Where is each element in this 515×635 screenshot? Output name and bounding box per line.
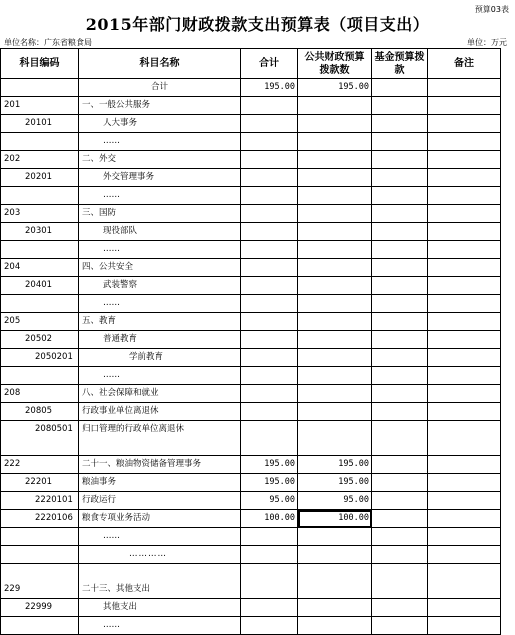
unit-name: 单位名称：广东省粮食局: [4, 38, 92, 47]
table-row: [1, 528, 501, 546]
row-public[interactable]: 195.00: [298, 456, 372, 474]
table-row: [1, 187, 501, 205]
row-code[interactable]: 229: [1, 581, 79, 599]
budget-table: [0, 48, 501, 635]
row-name[interactable]: 行政事业单位离退休: [79, 403, 241, 421]
header-public-budget: 公共财政预算拨款数: [298, 49, 372, 79]
table-row: [1, 474, 501, 492]
row-sum[interactable]: 195.00: [241, 474, 298, 492]
table-row: [1, 151, 501, 169]
header-remarks: 备注: [428, 49, 501, 79]
row-name[interactable]: 人大事务: [79, 115, 241, 133]
row-name[interactable]: 归口管理的行政单位离退休: [79, 421, 241, 439]
page-title: 2015年部门财政拨款支出预算表（项目支出）: [85, 15, 430, 34]
row-public[interactable]: 195.00: [298, 474, 372, 492]
row-name[interactable]: 普通教育: [79, 331, 241, 349]
row-name[interactable]: 行政运行: [79, 492, 241, 510]
row-code[interactable]: 22999: [1, 599, 79, 617]
row-code[interactable]: 2050201: [1, 349, 79, 367]
row-sum[interactable]: 100.00: [241, 510, 298, 528]
row-name[interactable]: 四、公共安全: [79, 259, 241, 277]
table-row: [1, 223, 501, 241]
row-name[interactable]: 粮食专项业务活动: [79, 510, 241, 528]
table-row: [1, 438, 501, 456]
row-code[interactable]: 20401: [1, 277, 79, 295]
row-sum[interactable]: 95.00: [241, 492, 298, 510]
table-row: [1, 169, 501, 187]
table-row: [1, 205, 501, 223]
table-row: [1, 115, 501, 133]
row-sum[interactable]: 195.00: [241, 456, 298, 474]
header-code: 科目编码: [1, 49, 79, 79]
total-public[interactable]: 195.00: [298, 79, 372, 97]
table-row: [1, 331, 501, 349]
unit-of-measure: 单位：万元: [467, 38, 507, 47]
table-row: [1, 277, 501, 295]
table-row: [1, 349, 501, 367]
row-ellipsis[interactable]: ……: [79, 295, 241, 313]
row-name[interactable]: 外交管理事务: [79, 169, 241, 187]
row-ellipsis[interactable]: ……: [79, 617, 241, 635]
row-public[interactable]: 95.00: [298, 492, 372, 510]
header-total: 合计: [241, 49, 298, 79]
table-row: [1, 492, 501, 510]
header-fund-budget: 基金预算拨款: [372, 49, 428, 79]
row-name[interactable]: 现役部队: [79, 223, 241, 241]
row-name[interactable]: 粮油事务: [79, 474, 241, 492]
total-label[interactable]: 合计: [79, 79, 241, 97]
row-code[interactable]: 20805: [1, 403, 79, 421]
table-row: [1, 546, 501, 564]
table-row: [1, 367, 501, 385]
row-code[interactable]: 20502: [1, 331, 79, 349]
row-code[interactable]: 205: [1, 313, 79, 331]
selected-cell[interactable]: 100.00: [298, 510, 372, 528]
table-row: [1, 456, 501, 474]
table-row: [1, 133, 501, 151]
table-row: [1, 581, 501, 599]
row-code[interactable]: 20301: [1, 223, 79, 241]
row-code[interactable]: 222: [1, 456, 79, 474]
row-code[interactable]: 20101: [1, 115, 79, 133]
row-code[interactable]: 2080501: [1, 421, 79, 439]
header-name: 科目名称: [79, 49, 241, 79]
table-row: [1, 421, 501, 439]
row-ellipsis[interactable]: ……: [79, 367, 241, 385]
table-row: [1, 564, 501, 582]
header-row: [1, 49, 501, 79]
row-code[interactable]: 204: [1, 259, 79, 277]
row-code[interactable]: 203: [1, 205, 79, 223]
table-row: [1, 510, 501, 528]
row-code[interactable]: 2220106: [1, 510, 79, 528]
row-name[interactable]: 其他支出: [79, 599, 241, 617]
row-name[interactable]: 八、社会保障和就业: [79, 385, 241, 403]
table-row: [1, 599, 501, 617]
row-name[interactable]: 二十一、粮油物资储备管理事务: [79, 456, 241, 474]
row-code[interactable]: 22201: [1, 474, 79, 492]
table-row: [1, 259, 501, 277]
form-number: 预算03表: [474, 5, 509, 14]
row-ellipsis[interactable]: ……: [79, 133, 241, 151]
row-name[interactable]: 三、国防: [79, 205, 241, 223]
table-row: [1, 313, 501, 331]
row-ellipsis[interactable]: …………: [79, 546, 241, 564]
total-sum[interactable]: 195.00: [241, 79, 298, 97]
table-row: [1, 241, 501, 259]
row-code[interactable]: 20201: [1, 169, 79, 187]
row-name[interactable]: 学前教育: [79, 349, 241, 367]
table-row: [1, 295, 501, 313]
table-row: [1, 97, 501, 115]
row-code[interactable]: 202: [1, 151, 79, 169]
row-code[interactable]: 2220101: [1, 492, 79, 510]
row-name[interactable]: 二、外交: [79, 151, 241, 169]
table-row: [1, 385, 501, 403]
row-ellipsis[interactable]: ……: [79, 528, 241, 546]
row-name[interactable]: 二十三、其他支出: [79, 581, 241, 599]
total-row: [1, 79, 501, 97]
row-name[interactable]: 武装警察: [79, 277, 241, 295]
row-code[interactable]: 201: [1, 97, 79, 115]
row-name[interactable]: 五、教育: [79, 313, 241, 331]
row-ellipsis[interactable]: ……: [79, 241, 241, 259]
row-name[interactable]: 一、一般公共服务: [79, 97, 241, 115]
row-code[interactable]: 208: [1, 385, 79, 403]
table-row: [1, 403, 501, 421]
row-ellipsis[interactable]: ……: [79, 187, 241, 205]
